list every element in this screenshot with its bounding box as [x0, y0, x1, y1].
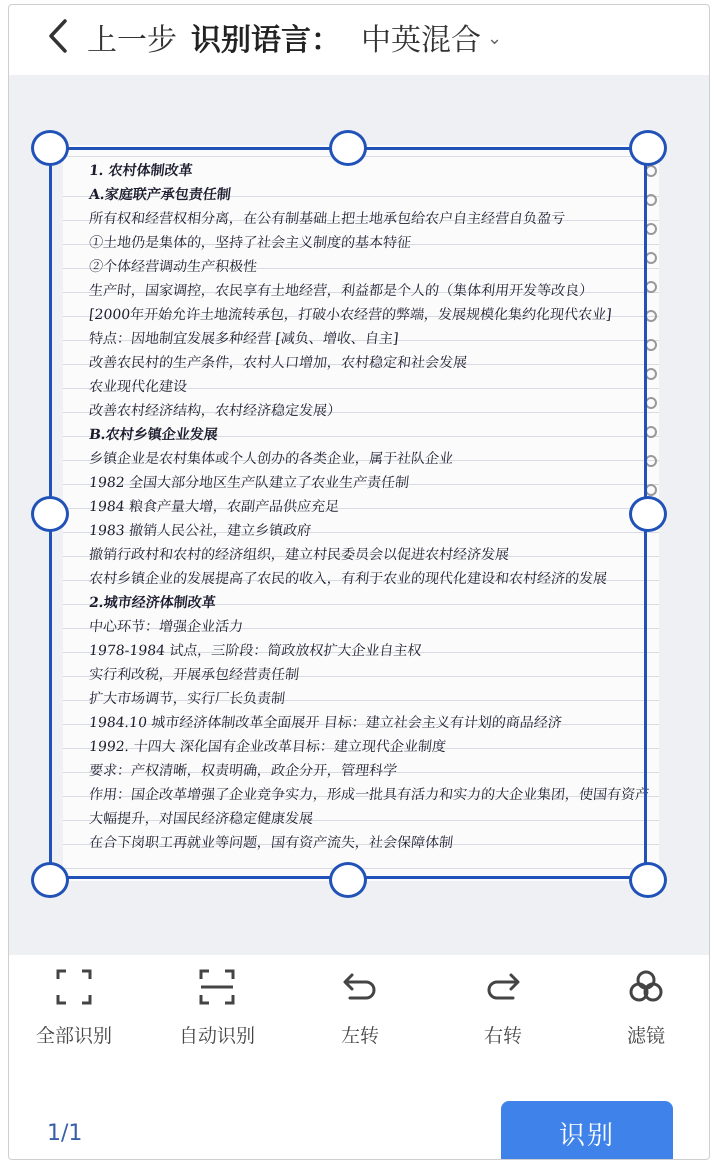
rotate-right-icon	[481, 965, 525, 1009]
crop-handle-bottom[interactable]	[329, 862, 367, 898]
note-line: 生产时，国家调控，农民享有土地经营，利益都是个人的（集体利用开发等改良）	[88, 283, 594, 299]
note-line: 所有权和经营权相分离，在公有制基础上把土地承包给农户自主经营自负盈亏	[88, 211, 566, 227]
filter-button[interactable]	[591, 961, 701, 1048]
crop-frame[interactable]	[49, 147, 647, 879]
language-value: 中英混合	[361, 23, 481, 58]
note-line: 实行利改税，开展承包经营责任制	[88, 667, 300, 683]
note-line: 农业现代化建设	[88, 379, 188, 395]
note-line: 1992. 十四大 深化国有企业改革目标：建立现代企业制度	[88, 739, 447, 755]
crop-handle-left[interactable]	[31, 496, 69, 532]
image-preview	[9, 75, 709, 955]
note-line: 1. 农村体制改革	[88, 163, 194, 179]
recognize-button[interactable]: 识别	[501, 1101, 673, 1160]
auto-frame-icon	[195, 965, 239, 1009]
page-title: 识别语言：	[191, 23, 341, 58]
back-button[interactable]	[39, 11, 79, 59]
rotate-right-label: 右转	[483, 1025, 522, 1047]
full-frame-icon	[52, 965, 96, 1009]
note-line: 改善农民村的生产条件，农村人口增加，农村稳定和社会发展	[88, 355, 468, 371]
top-bar	[9, 5, 709, 71]
filter-icon	[624, 965, 668, 1009]
crop-handle-bottom-left[interactable]	[31, 862, 69, 898]
note-line: 农村乡镇企业的发展提高了农民的收入，有利于农业的现代化建设和农村经济的发展	[88, 571, 608, 587]
note-line: 在合下岗职工再就业等问题，国有资产流失，社会保障体制	[88, 835, 454, 851]
language-dropdown[interactable]	[361, 15, 502, 59]
note-line: 1984 粮食产量大增，农副产品供应充足	[88, 499, 340, 515]
app-window	[8, 4, 710, 1160]
filter-label: 滤镜	[626, 1025, 665, 1047]
rotate-right-button[interactable]	[448, 961, 558, 1048]
full-recognize-button[interactable]	[19, 961, 129, 1048]
note-line: ②个体经营调动生产积极性	[88, 259, 258, 275]
rotate-left-label: 左转	[340, 1025, 379, 1047]
note-line: [2000年开始允许土地流转承包，打破小农经营的弊端，发展规模化集约化现代农业]	[88, 307, 613, 323]
auto-recognize-button[interactable]	[162, 961, 272, 1048]
note-line: ①土地仍是集体的，坚持了社会主义制度的基本特征	[88, 235, 412, 251]
note-line: A.家庭联产承包责任制	[88, 187, 232, 203]
note-line: 2.城市经济体制改革	[88, 595, 217, 611]
note-line: 特点：因地制宜发展多种经营 [减负、增收、自主]	[88, 331, 400, 347]
note-line: 中心环节：增强企业活力	[88, 619, 244, 635]
full-recognize-label: 全部识别	[35, 1025, 112, 1047]
note-line: 1983 撤销人民公社，建立乡镇政府	[88, 523, 312, 539]
edit-toolbar	[9, 961, 709, 1051]
note-line: 大幅提升，对国民经济稳定健康发展	[88, 811, 314, 827]
note-line: 作用：国企改革增强了企业竞争实力，形成一批具有活力和实力的大企业集团，使国有资产	[88, 787, 650, 803]
note-line: 要求：产权清晰，权责明确，政企分开，管理科学	[88, 763, 398, 779]
crop-handle-top-left[interactable]	[31, 130, 69, 166]
note-line: 扩大市场调节，实行厂长负责制	[88, 691, 286, 707]
back-label[interactable]: 上一步	[87, 23, 177, 58]
rotate-left-button[interactable]	[305, 961, 415, 1048]
rotate-left-icon	[338, 965, 382, 1009]
note-line: 1982 全国大部分地区生产队建立了农业生产责任制	[88, 475, 410, 491]
note-line: 乡镇企业是农村集体或个人创办的各类企业，属于社队企业	[88, 451, 454, 467]
note-line: B.农村乡镇企业发展	[88, 427, 219, 443]
crop-handle-top[interactable]	[329, 130, 367, 166]
note-line: 1984.10 城市经济体制改革全面展开 目标：建立社会主义有计划的商品经济	[88, 715, 563, 731]
note-line: 1978-1984 试点，三阶段：简政放权扩大企业自主权	[88, 643, 423, 659]
note-line: 改善农村经济结构，农村经济稳定发展）	[88, 403, 342, 419]
chevron-left-icon	[39, 11, 79, 59]
crop-handle-top-right[interactable]	[629, 130, 667, 166]
note-line: 撤销行政村和农村的经济组织，建立村民委员会以促进农村经济发展	[88, 547, 510, 563]
page-indicator: 1/1	[47, 1121, 83, 1146]
crop-handle-right[interactable]	[629, 496, 667, 532]
crop-handle-bottom-right[interactable]	[629, 862, 667, 898]
chevron-down-icon: ⌄	[487, 28, 503, 49]
auto-recognize-label: 自动识别	[178, 1025, 255, 1047]
